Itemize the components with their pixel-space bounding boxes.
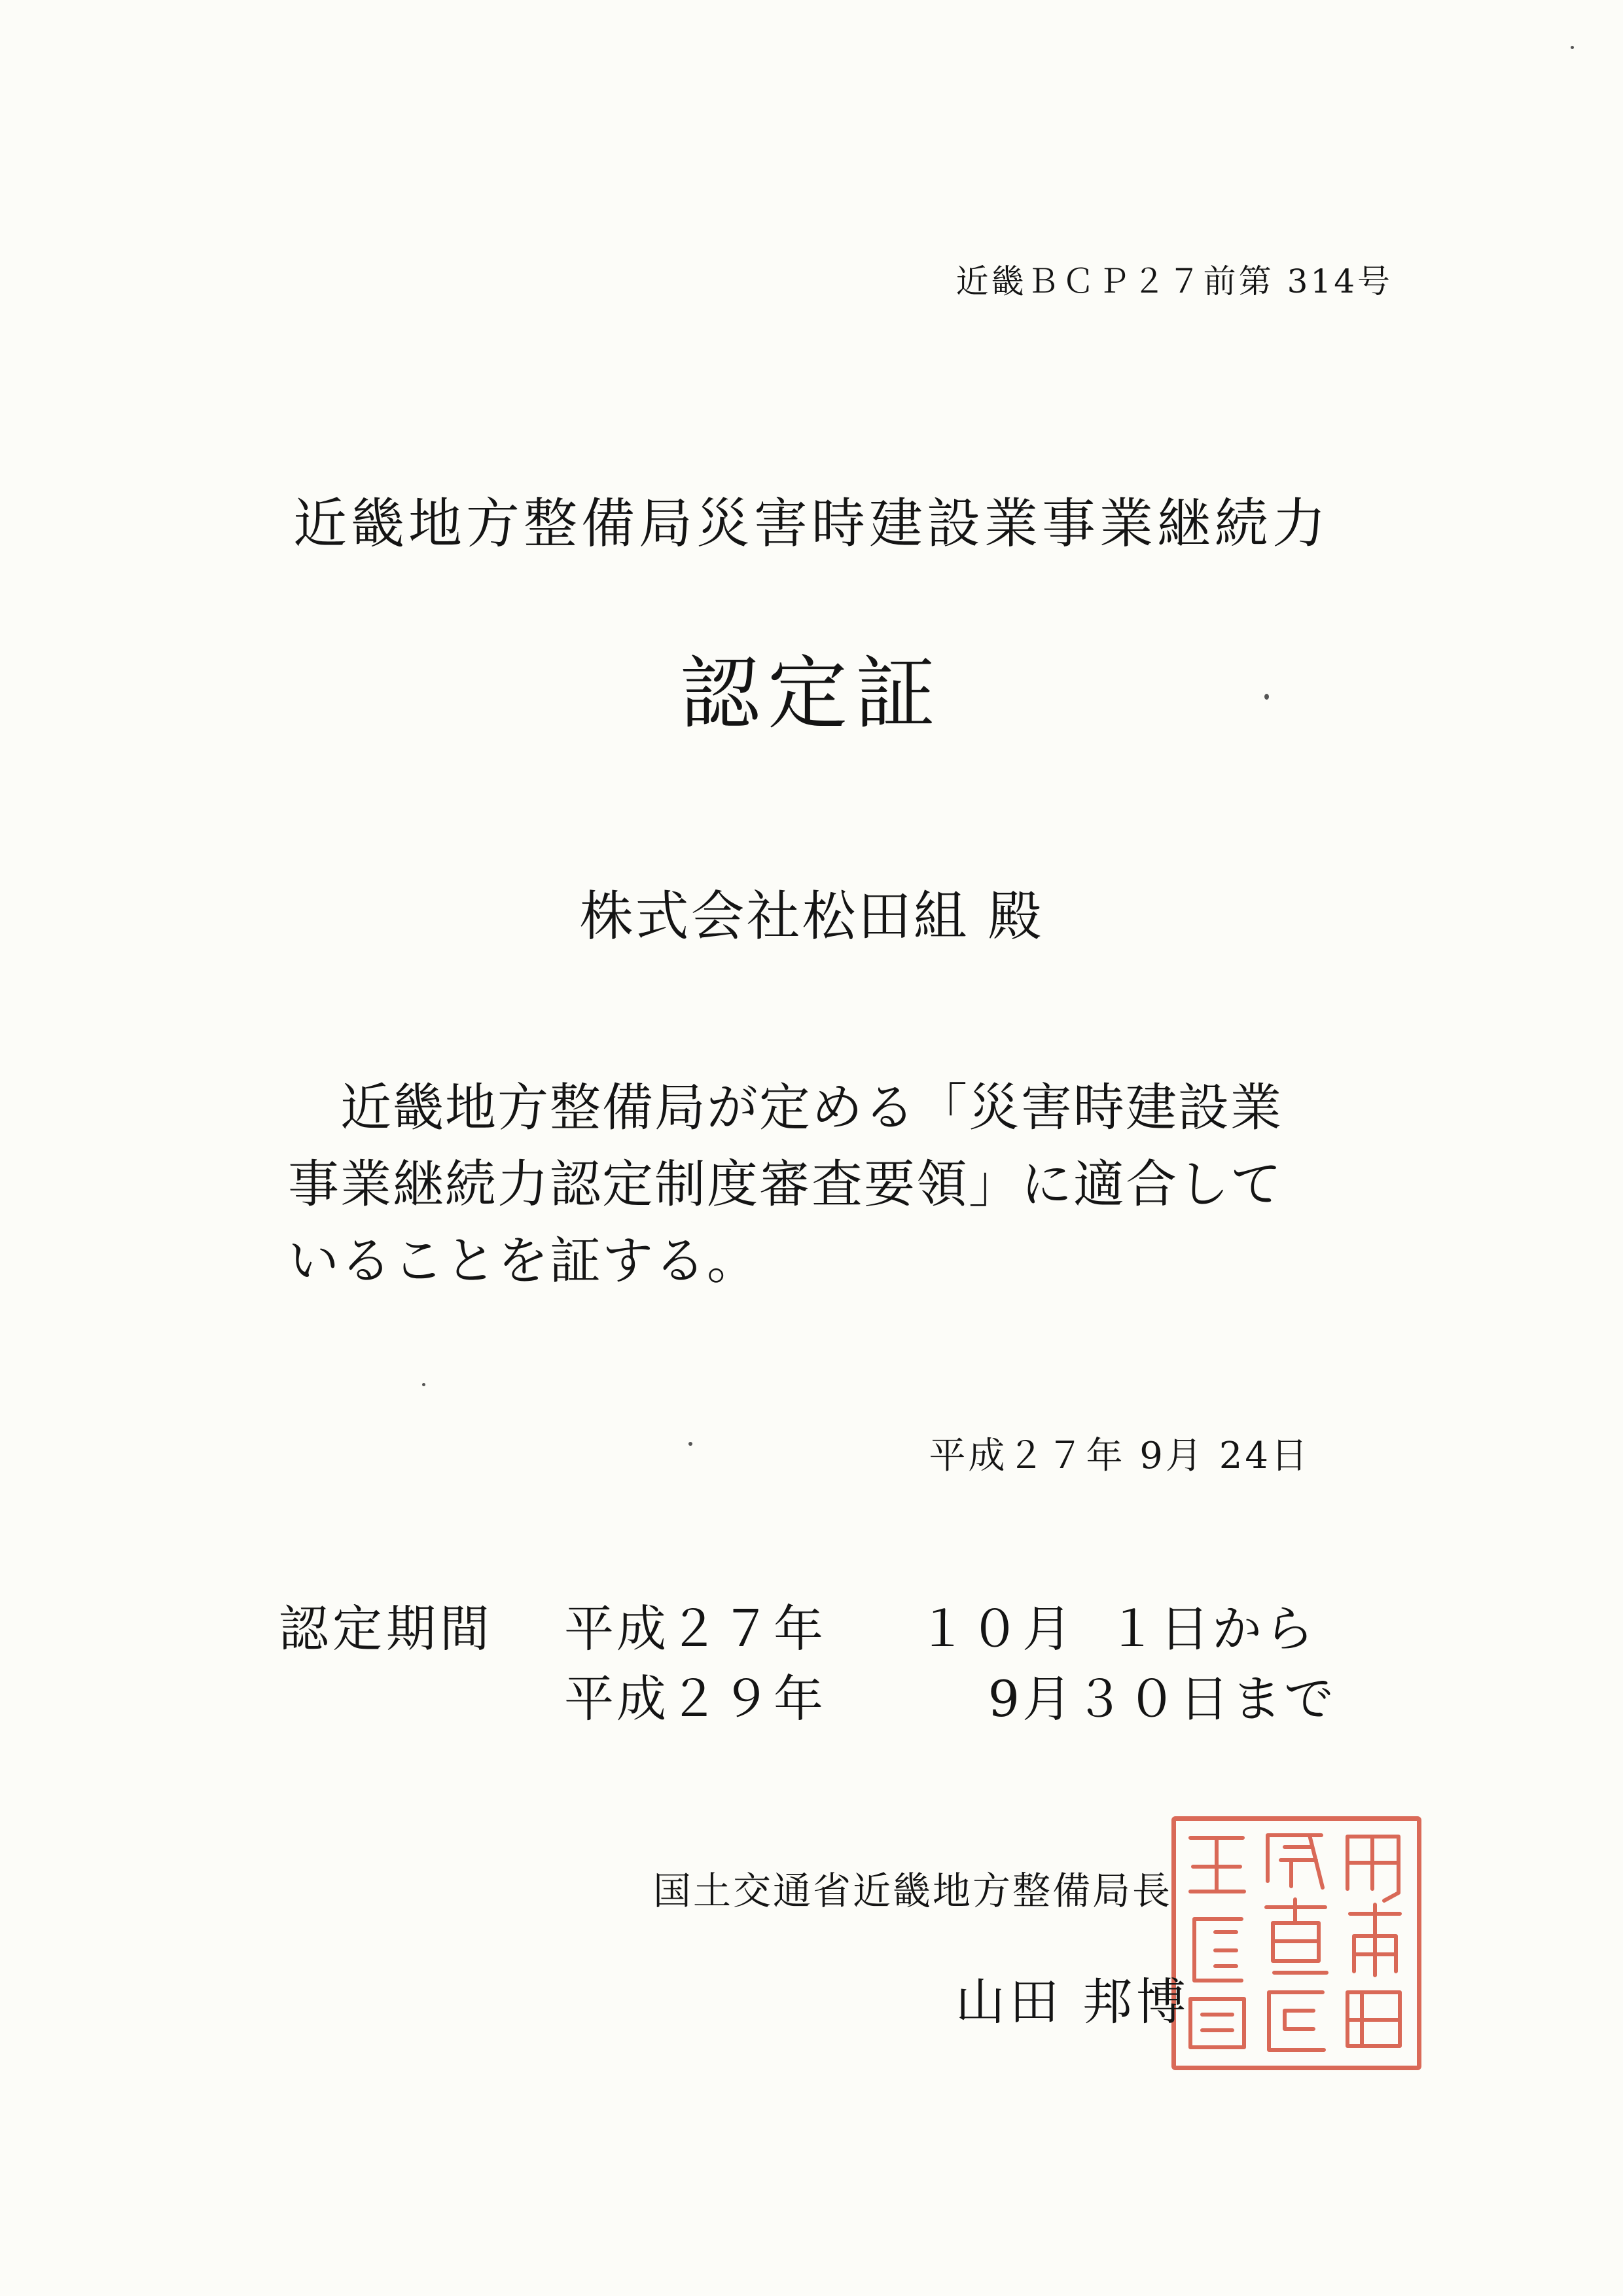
period-end-year: 平成２９年	[564, 1670, 826, 1728]
period-end-day: ３０日まで	[1075, 1670, 1336, 1728]
body-line: 近畿地方整備局が定める「災害時建設業	[288, 1079, 1283, 1138]
period-start-day: １日から	[1107, 1600, 1317, 1658]
period-end-month: 9月	[988, 1670, 1075, 1728]
scan-speck	[422, 1383, 425, 1386]
body-line: いることを証する。	[288, 1232, 760, 1291]
period-end	[564, 1659, 1336, 1731]
body-line: 事業継続力認定制度審査要領」に適合して	[288, 1155, 1283, 1214]
issue-date: 平成２７年 9月 24日	[929, 1435, 1310, 1477]
certificate-heading: 近畿地方整備局災害時建設業事業継続力	[293, 493, 1330, 555]
issuer-name: 山田 邦博	[955, 1973, 1190, 2031]
certificate-title: 認定証	[680, 647, 943, 740]
scan-speck	[1264, 694, 1269, 700]
official-seal-icon	[1171, 1816, 1421, 2070]
issuer-title: 国土交通省近畿地方整備局長	[653, 1869, 1173, 1913]
period-start-month: １０月	[918, 1600, 1075, 1658]
period-label: 認定期間	[279, 1600, 493, 1658]
certificate-number: 近畿ＢＣＰ２７前第 314号	[955, 262, 1393, 300]
seal-glyphs	[1176, 1821, 1417, 2066]
period-start	[564, 1589, 1317, 1660]
scan-speck	[688, 1442, 692, 1446]
scan-speck	[1571, 46, 1574, 49]
period-start-year: 平成２７年	[564, 1600, 826, 1658]
recipient-name: 株式会社松田組 殿	[579, 886, 1044, 948]
certificate-body	[288, 1070, 1335, 1300]
